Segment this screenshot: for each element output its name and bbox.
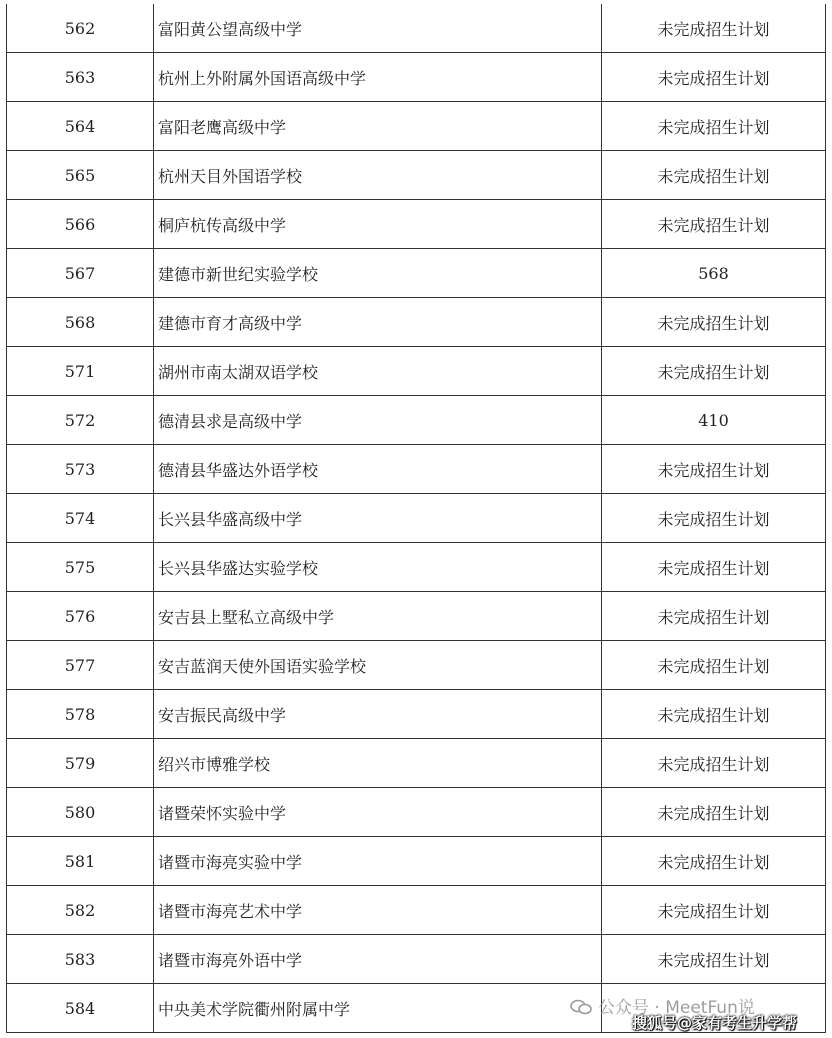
school-name: 安吉振民高级中学 <box>154 690 602 739</box>
row-number: 567 <box>7 249 154 298</box>
row-number: 566 <box>7 200 154 249</box>
school-name: 长兴县华盛达实验学校 <box>154 543 602 592</box>
watermark-account-text: 公众号 · MeetFun说 <box>598 998 755 1018</box>
table-row <box>7 592 826 641</box>
row-number: 580 <box>7 788 154 837</box>
table-body <box>7 4 826 1033</box>
enrollment-status: 未完成招生计划 <box>602 494 826 543</box>
enrollment-status: 568 <box>602 249 826 298</box>
enrollment-status: 未完成招生计划 <box>602 347 826 396</box>
enrollment-status: 410 <box>602 396 826 445</box>
school-name: 杭州上外附属外国语高级中学 <box>154 53 602 102</box>
table-row <box>7 347 826 396</box>
enrollment-status: 未完成招生计划 <box>602 788 826 837</box>
row-number: 572 <box>7 396 154 445</box>
table-row <box>7 445 826 494</box>
enrollment-status: 未完成招生计划 <box>602 543 826 592</box>
table-row <box>7 298 826 347</box>
table-row <box>7 396 826 445</box>
enrollment-status: 未完成招生计划 <box>602 935 826 984</box>
school-name: 绍兴市博雅学校 <box>154 739 602 788</box>
row-number: 583 <box>7 935 154 984</box>
row-number: 577 <box>7 641 154 690</box>
enrollment-status: 未完成招生计划 <box>602 151 826 200</box>
school-name: 富阳黄公望高级中学 <box>154 4 602 53</box>
school-name: 建德市新世纪实验学校 <box>154 249 602 298</box>
enrollment-status: 未完成招生计划 <box>602 641 826 690</box>
row-number: 574 <box>7 494 154 543</box>
row-number: 564 <box>7 102 154 151</box>
enrollment-status: 未完成招生计划 <box>602 445 826 494</box>
table-row <box>7 690 826 739</box>
table-row <box>7 53 826 102</box>
enrollment-status: 未完成招生计划 <box>602 837 826 886</box>
school-name: 湖州市南太湖双语学校 <box>154 347 602 396</box>
row-number: 565 <box>7 151 154 200</box>
sohu-watermark: 搜狐号@家有考生升学帮 <box>632 1014 798 1032</box>
school-name: 德清县华盛达外语学校 <box>154 445 602 494</box>
row-number: 578 <box>7 690 154 739</box>
enrollment-status: 未完成招生计划 <box>602 102 826 151</box>
table-row <box>7 641 826 690</box>
table-row <box>7 788 826 837</box>
school-name: 中央美术学院衢州附属中学 <box>154 984 602 1033</box>
row-number: 575 <box>7 543 154 592</box>
enrollment-status: 未完成招生计划 <box>602 739 826 788</box>
school-name: 桐庐杭传高级中学 <box>154 200 602 249</box>
row-number: 568 <box>7 298 154 347</box>
table-row <box>7 886 826 935</box>
table-row <box>7 102 826 151</box>
school-name: 安吉蓝润天使外国语实验学校 <box>154 641 602 690</box>
school-name: 杭州天目外国语学校 <box>154 151 602 200</box>
enrollment-status: 未完成招生计划 <box>602 200 826 249</box>
table-row <box>7 837 826 886</box>
table-row <box>7 151 826 200</box>
school-name: 富阳老鹰高级中学 <box>154 102 602 151</box>
enrollment-status: 未完成招生计划 <box>602 298 826 347</box>
row-number: 573 <box>7 445 154 494</box>
row-number: 562 <box>7 4 154 53</box>
school-name: 德清县求是高级中学 <box>154 396 602 445</box>
school-name: 诸暨市海亮外语中学 <box>154 935 602 984</box>
school-name: 诸暨荣怀实验中学 <box>154 788 602 837</box>
row-number: 581 <box>7 837 154 886</box>
school-name: 安吉县上墅私立高级中学 <box>154 592 602 641</box>
table-row <box>7 739 826 788</box>
table-row <box>7 200 826 249</box>
row-number: 582 <box>7 886 154 935</box>
row-number: 579 <box>7 739 154 788</box>
school-name: 长兴县华盛高级中学 <box>154 494 602 543</box>
enrollment-status: 未完成招生计划 <box>602 690 826 739</box>
table-row <box>7 543 826 592</box>
table-row <box>7 935 826 984</box>
row-number: 571 <box>7 347 154 396</box>
admissions-table <box>6 4 826 1033</box>
school-name: 诸暨市海亮艺术中学 <box>154 886 602 935</box>
enrollment-status: 未完成招生计划 <box>602 592 826 641</box>
school-name: 诸暨市海亮实验中学 <box>154 837 602 886</box>
enrollment-status: 未完成招生计划 <box>602 53 826 102</box>
wechat-icon <box>570 999 592 1015</box>
table-row <box>7 4 826 53</box>
enrollment-status: 未完成招生计划 <box>602 886 826 935</box>
row-number: 563 <box>7 53 154 102</box>
row-number: 584 <box>7 984 154 1033</box>
row-number: 576 <box>7 592 154 641</box>
table-row <box>7 249 826 298</box>
enrollment-status: 未完成招生计划 <box>602 4 826 53</box>
table-row <box>7 494 826 543</box>
school-name: 建德市育才高级中学 <box>154 298 602 347</box>
